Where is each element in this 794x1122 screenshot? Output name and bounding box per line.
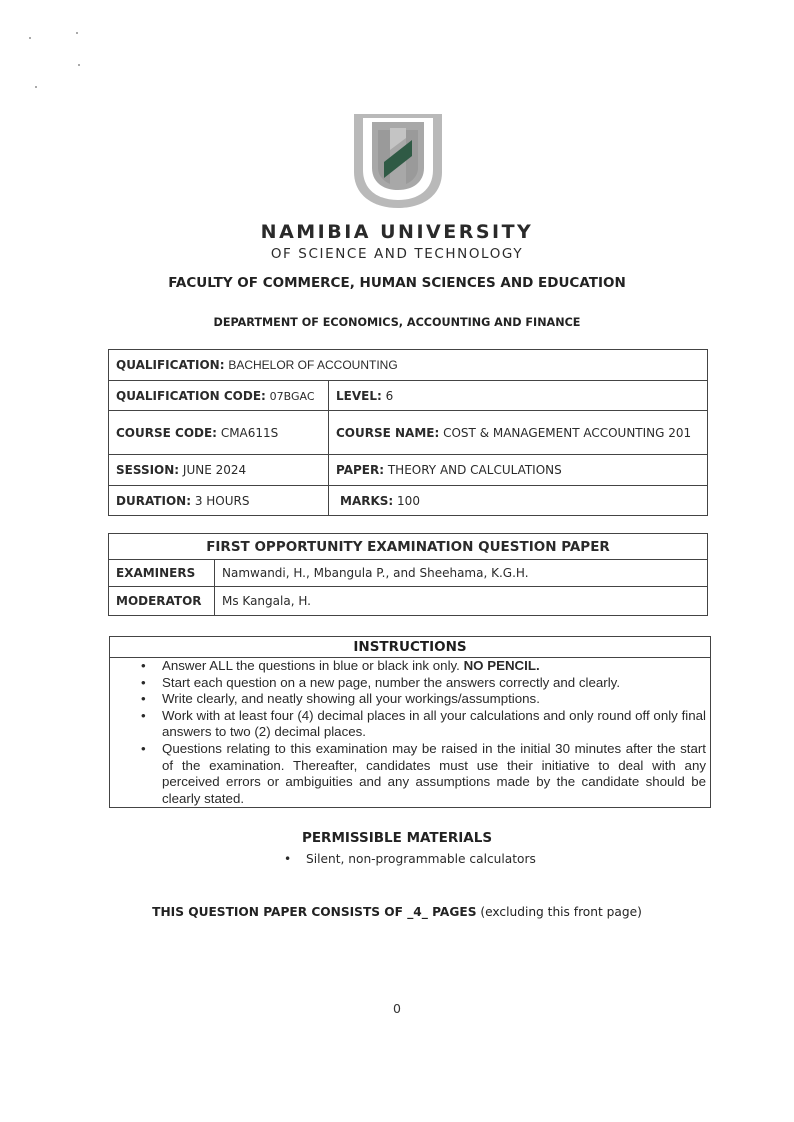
paper-label: PAPER: (336, 463, 385, 477)
marks-label: MARKS: (340, 493, 394, 508)
duration-value: 3 HOURS (194, 493, 250, 508)
course-name-label: COURSE NAME: (336, 425, 440, 440)
course-code-value: CMA611S (220, 425, 279, 440)
duration-label: DURATION: (116, 493, 191, 508)
course-code-label: COURSE CODE: (116, 425, 217, 440)
course-code-cell (109, 411, 329, 455)
instruction-item: • Questions relating to this examination may be raised in the initial 30 minutes after the start of the examination. Thereafter, candidates must use their initiative to deal with any perceived errors or ambiguities and any assumptions made by the candidate should be clearly stated. (141, 740, 706, 806)
permissible-material-item: • Silent, non-programmable calculators (284, 852, 536, 866)
marks-cell (329, 486, 708, 516)
qualification-value: BACHELOR OF ACCOUNTING (228, 358, 398, 372)
qualification-code-value: 07BGAC (269, 389, 315, 403)
qualification-label: QUALIFICATION: (116, 358, 225, 372)
scan-speck (35, 86, 37, 88)
instructions-title: INSTRUCTIONS (110, 637, 710, 658)
scan-speck (76, 32, 78, 34)
instructions-box (109, 636, 711, 808)
level-value: 6 (385, 388, 394, 403)
marks-value: 100 (397, 493, 420, 508)
level-label: LEVEL: (336, 388, 382, 403)
qualification-code-cell (109, 381, 329, 411)
examiners-label: EXAMINERS (109, 560, 215, 587)
bullet-icon: • (141, 707, 146, 723)
session-value: JUNE 2024 (182, 463, 247, 477)
qualification-cell (109, 350, 708, 381)
instruction-item: • Start each question on a new page, number the answers correctly and clearly. (141, 674, 621, 690)
exam-paper-title: FIRST OPPORTUNITY EXAMINATION QUESTION PAPER (109, 534, 708, 560)
session-cell (109, 455, 329, 486)
page-number: 0 (393, 1001, 401, 1016)
examiners-value: Namwandi, H., Mbangula P., and Sheehama, K.G.H. (215, 560, 708, 587)
bullet-icon: • (141, 740, 146, 756)
instruction-item: • Write clearly, and neatly showing all your workings/assumptions. (141, 691, 540, 707)
qualification-code-label: QUALIFICATION CODE: (116, 388, 266, 403)
university-subtitle: OF SCIENCE AND TECHNOLOGY (270, 246, 524, 262)
bullet-icon: • (284, 852, 292, 866)
page-count-note: THIS QUESTION PAPER CONSISTS OF _4_ PAGES (excluding this front page) (152, 905, 642, 919)
instruction-item: • Answer ALL the questions in blue or black ink only. NO PENCIL. (141, 658, 540, 673)
permissible-materials-title: PERMISSIBLE MATERIALS (301, 830, 493, 846)
university-logo-icon (350, 110, 446, 212)
duration-cell (109, 486, 329, 516)
instruction-item: • Work with at least four (4) decimal places in all your calculations and only round off only final answers to two (2) decimal places. (141, 707, 706, 740)
course-name-cell (329, 411, 708, 455)
course-name-value: COST & MANAGEMENT ACCOUNTING 201 (443, 425, 692, 440)
faculty-heading: FACULTY OF COMMERCE, HUMAN SCIENCES AND EDUCATION (168, 275, 626, 291)
session-label: SESSION: (116, 463, 180, 477)
bullet-icon: • (141, 658, 146, 673)
scan-speck (29, 37, 31, 39)
scan-speck (78, 64, 80, 66)
bullet-icon: • (141, 674, 146, 690)
paper-cell (329, 455, 708, 486)
paper-value: THEORY AND CALCULATIONS (387, 463, 562, 477)
moderator-label: MODERATOR (109, 587, 215, 616)
course-details-table (108, 349, 708, 516)
level-cell (329, 381, 708, 411)
department-heading: DEPARTMENT OF ECONOMICS, ACCOUNTING AND FINANCE (213, 316, 581, 329)
moderator-value: Ms Kangala, H. (215, 587, 708, 616)
examiners-table (108, 533, 708, 616)
bullet-icon: • (141, 691, 146, 707)
instructions-list (110, 658, 710, 807)
university-name: NAMIBIA UNIVERSITY (260, 221, 534, 243)
